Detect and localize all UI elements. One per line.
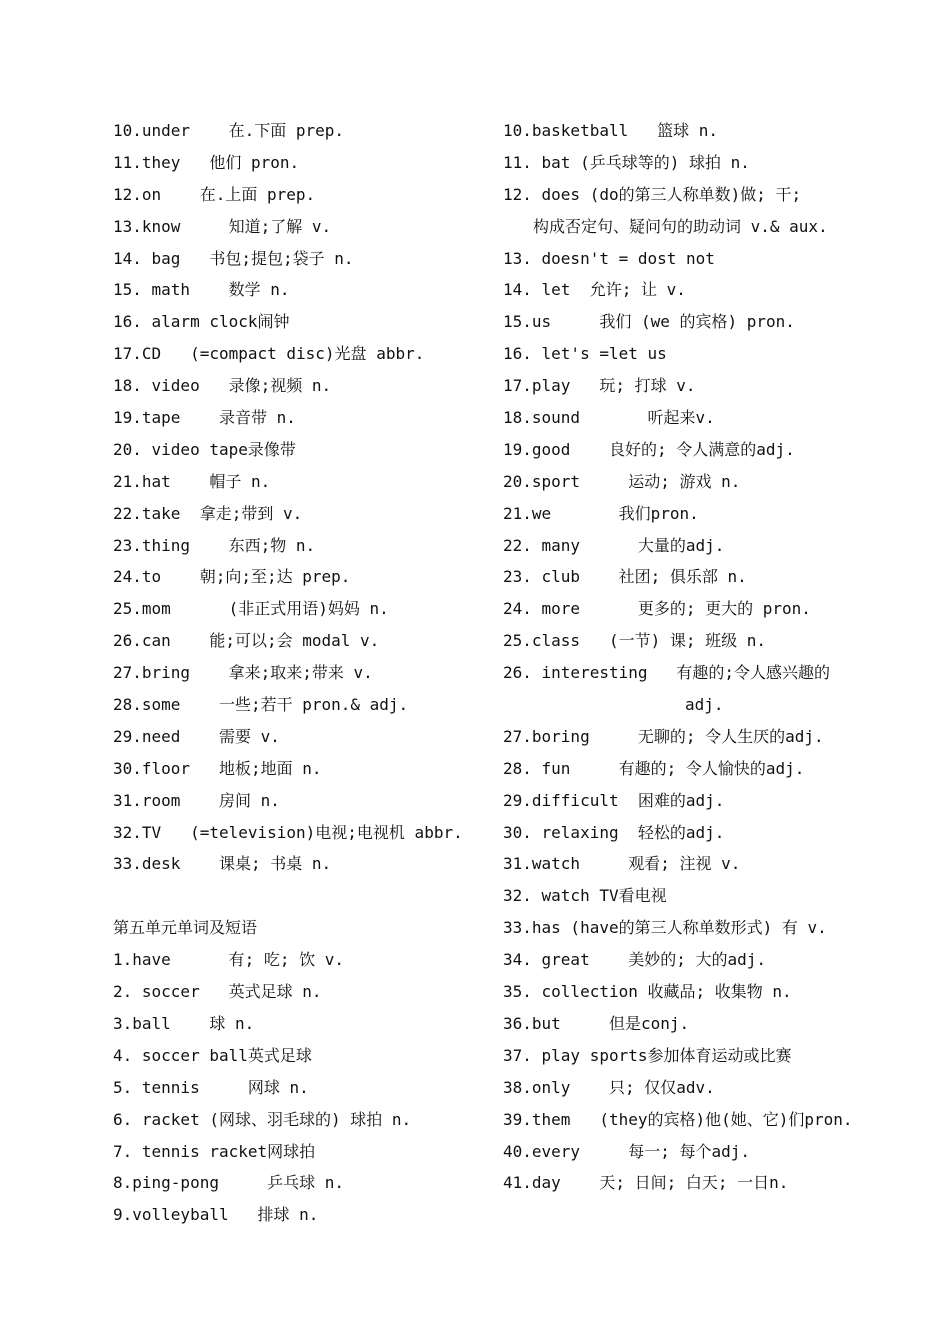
vocab-entry: 26. interesting 有趣的;令人感兴趣的 [503,663,831,683]
right-column [503,119,903,1203]
vocab-entry: 21.we 我们pron. [503,503,699,523]
vocab-entry: 28.some 一些;若干 pron.& adj. [113,695,409,715]
vocab-entry: 10.basketball 篮球 n. [503,121,719,140]
vocab-entry: 15. math 数学 n. [113,280,290,300]
vocab-entry: 6. racket (网球、羽毛球的) 球拍 n. [113,1109,412,1129]
vocab-entry: 22.take 拿走;带到 v. [113,503,303,523]
vocab-entry: 7. tennis racket网球拍 [113,1141,316,1161]
vocab-entry: 19.good 良好的; 令人满意的adj. [503,439,795,459]
vocab-entry: 25.class (一节) 课; 班级 n. [503,631,767,651]
vocab-entry: 36.but 但是conj. [503,1013,690,1033]
vocab-entry: 20. video tape录像带 [113,439,296,459]
vocab-entry: 26.can 能;可以;会 modal v. [113,631,380,651]
vocab-entry: 33.has (have的第三人称单数形式) 有 v. [503,918,827,938]
vocab-entry: 22. many 大量的adj. [503,535,725,555]
vocab-entry: 13.know 知道;了解 v. [113,216,332,236]
vocab-entry: 18.sound 听起来v. [503,408,715,428]
vocab-entry: 16. alarm clock闹钟 [113,312,290,332]
vocab-entry: 11. bat (乒乓球等的) 球拍 n. [503,152,750,172]
vocab-entry: 24. more 更多的; 更大的 pron. [503,599,811,619]
vocab-entry: 11.they 他们 pron. [113,152,300,172]
vocab-entry: 39.them (they的宾格)他(她、它)们pron. [503,1109,853,1129]
vocab-entry: 2. soccer 英式足球 n. [113,982,322,1002]
vocab-entry: 17.play 玩; 打球 v. [503,376,696,396]
vocab-entry: 13. doesn't = dost not [503,248,715,268]
vocab-entry: 27.bring 拿来;取来;带来 v. [113,663,373,683]
vocab-entry: 32. watch TV看电视 [503,886,667,906]
vocab-entry: 4. soccer ball英式足球 [113,1045,312,1065]
vocab-entry: 30. relaxing 轻松的adj. [503,822,725,842]
vocab-entry: 1.have 有; 吃; 饮 v. [113,950,345,970]
vocab-entry: 38.only 只; 仅仅adv. [503,1077,715,1097]
vocab-entry: 30.floor 地板;地面 n. [113,758,322,778]
vocab-entry: 27.boring 无聊的; 令人生厌的adj. [503,726,824,746]
vocab-entry: 14. let 允许; 让 v. [503,280,686,300]
vocab-entry: 23. club 社团; 俱乐部 n. [503,567,747,587]
vocab-entry: 12.on 在.上面 prep. [113,184,316,204]
vocab-entry: 31.watch 观看; 注视 v. [503,854,741,874]
vocab-entry: 29.difficult 困难的adj. [503,790,725,810]
vocab-entry: 35. collection 收藏品; 收集物 n. [503,982,792,1002]
vocab-entry: 12. does (do的第三人称单数)做; 干; [503,184,802,204]
vocab-entry: 40.every 每一; 每个adj. [503,1141,751,1161]
vocab-entry: 24.to 朝;向;至;达 prep. [113,567,351,587]
vocab-entry: 28. fun 有趣的; 令人愉快的adj. [503,758,805,778]
vocab-entry: 16. let's =let us [503,344,667,364]
vocab-entry: 32.TV (=television)电视;电视机 abbr. [113,822,463,842]
vocab-entry: 41.day 天; 日间; 白天; 一日n. [503,1173,789,1193]
vocab-entry: 34. great 美妙的; 大的adj. [503,950,767,970]
vocab-entry: 31.room 房间 n. [113,790,280,810]
vocab-entry: 20.sport 运动; 游戏 n. [503,471,741,491]
left-column [113,119,488,1235]
vocab-entry: 37. play sports参加体育运动或比赛 [503,1045,792,1065]
blank-line [113,884,488,916]
vocab-entry: 18. video 录像;视频 n. [113,376,332,396]
vocab-entry: 10.under 在.下面 prep. [113,121,345,140]
vocab-entry: 23.thing 东西;物 n. [113,535,316,555]
vocab-entry: 29.need 需要 v. [113,726,280,746]
vocab-entry: 25.mom (非正式用语)妈妈 n. [113,599,389,619]
vocab-entry: 8.ping-pong 乒乓球 n. [113,1173,345,1193]
vocab-entry: 17.CD (=compact disc)光盘 abbr. [113,344,425,364]
vocab-entry: 9.volleyball 排球 n. [113,1205,319,1225]
vocab-entry: 21.hat 帽子 n. [113,471,271,491]
vocab-entry: 14. bag 书包;提包;袋子 n. [113,248,354,268]
vocab-entry: 15.us 我们 (we 的宾格) pron. [503,312,795,332]
vocab-entry-continuation: 构成否定句、疑问句的助动词 v.& aux. [533,216,828,236]
vocab-entry: 19.tape 录音带 n. [113,408,296,428]
vocab-entry: 3.ball 球 n. [113,1013,255,1033]
vocab-entry: 33.desk 课桌; 书桌 n. [113,854,332,874]
vocab-entry-continuation: adj. [685,695,724,715]
vocab-entry: 5. tennis 网球 n. [113,1077,309,1097]
unit-heading: 第五单元单词及短语 [113,918,258,938]
